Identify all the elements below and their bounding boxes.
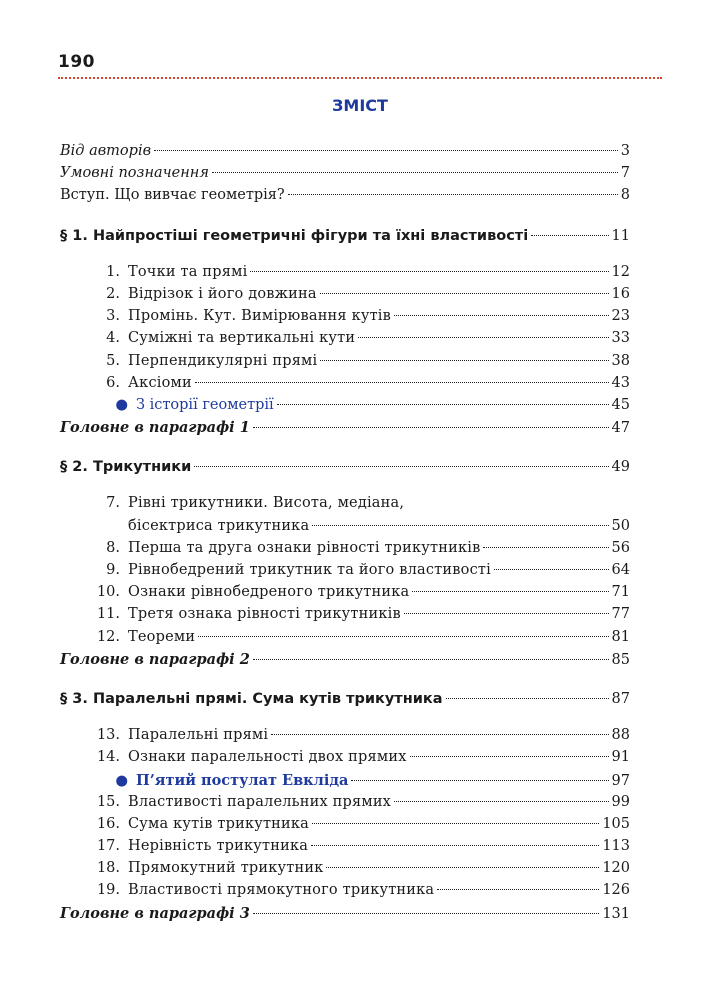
item-title: Відрізок і його довжина <box>128 285 317 302</box>
bullet-dot-icon: ● <box>115 396 128 413</box>
dot-leader <box>437 889 599 890</box>
item-number: 11. <box>96 606 120 623</box>
toc-item-11[interactable] <box>60 606 630 628</box>
dot-leader <box>531 235 608 236</box>
item-title: Перша та друга ознаки рівності трикутників <box>128 539 481 556</box>
toc-summary-3[interactable] <box>60 905 630 927</box>
item-number: 17. <box>96 838 120 855</box>
toc-extra-history[interactable] <box>60 397 630 419</box>
toc-section-3[interactable] <box>60 691 630 713</box>
item-page: 71 <box>611 584 630 601</box>
dot-leader <box>394 315 609 316</box>
toc-item-7-line-2[interactable] <box>60 518 630 540</box>
page-number: 190 <box>58 52 95 72</box>
item-page: 77 <box>611 606 630 623</box>
item-page: 91 <box>611 749 630 766</box>
item-title: Прямокутний трикутник <box>128 860 324 877</box>
item-title: Ознаки рівнобедреного трикутника <box>128 584 410 601</box>
item-number: 7. <box>106 495 120 512</box>
toc-entry-page: 8 <box>620 187 630 204</box>
item-page: 50 <box>611 517 630 534</box>
toc-item-9[interactable] <box>60 562 630 584</box>
summary-page: 47 <box>611 420 630 437</box>
item-number: 19. <box>96 882 120 899</box>
header-rule <box>58 77 662 79</box>
toc-entry-introduction[interactable] <box>60 187 630 209</box>
section-title: § 3. Паралельні прямі. Сума кутів трикутника <box>60 690 443 707</box>
item-page: 105 <box>602 815 630 832</box>
dot-leader <box>253 913 600 914</box>
item-page: 56 <box>611 539 630 556</box>
item-title: Суміжні та вертикальні кути <box>128 330 356 347</box>
item-page: 12 <box>611 263 630 280</box>
toc-item-14[interactable] <box>60 749 630 771</box>
dot-leader <box>351 780 608 781</box>
toc-section-2[interactable] <box>60 459 630 481</box>
dot-leader <box>212 172 618 173</box>
item-title: Точки та прямі <box>128 263 248 280</box>
dot-leader <box>483 547 608 548</box>
toc-item-13[interactable] <box>60 727 630 749</box>
toc-entry-conventions[interactable] <box>60 165 630 187</box>
dot-leader <box>326 867 599 868</box>
summary-page: 131 <box>602 905 630 922</box>
item-page: 126 <box>602 882 630 899</box>
item-page: 43 <box>611 374 630 391</box>
item-number: 4. <box>106 330 120 347</box>
toc-entry-title: Від авторів <box>60 143 152 159</box>
item-title: Нерівність трикутника <box>128 838 309 855</box>
item-page: 120 <box>602 860 630 877</box>
dot-leader <box>494 569 609 570</box>
item-title: Рівнобедрений трикутник та його властивості <box>128 562 491 578</box>
toc-entry-page: 3 <box>620 143 630 159</box>
item-title: Промінь. Кут. Вимірювання кутів <box>128 308 391 325</box>
item-number: 6. <box>106 374 120 391</box>
toc-summary-1[interactable] <box>60 419 630 441</box>
section-page: 11 <box>611 227 630 244</box>
item-number: 18. <box>96 860 120 877</box>
item-number: 16. <box>96 815 120 832</box>
section-title: § 1. Найпростіші геометричні фігури та їхні властивості <box>60 227 529 244</box>
dot-leader <box>194 466 608 467</box>
dot-leader <box>410 756 609 757</box>
item-page: 38 <box>611 352 630 369</box>
item-page: 99 <box>611 793 630 810</box>
dot-leader <box>311 845 599 846</box>
toc-item-1[interactable] <box>60 264 630 286</box>
item-page: 16 <box>611 285 630 302</box>
item-page: 88 <box>611 727 630 744</box>
item-page: 81 <box>611 628 630 645</box>
toc-item-16[interactable] <box>60 816 630 838</box>
item-number: 10. <box>96 584 120 601</box>
toc-item-19[interactable] <box>60 882 630 904</box>
toc-item-10[interactable] <box>60 584 630 606</box>
toc-item-18[interactable] <box>60 860 630 882</box>
item-title: Сума кутів трикутника <box>128 815 310 832</box>
dot-leader <box>253 659 609 660</box>
table-of-contents <box>60 143 630 927</box>
summary-title: Головне в параграфі 3 <box>60 904 250 922</box>
page-title: ЗМІСТ <box>332 96 388 115</box>
toc-item-7-line-1[interactable] <box>60 495 630 517</box>
dot-leader <box>312 823 599 824</box>
extra-page: 45 <box>611 396 630 413</box>
dot-leader <box>195 382 609 383</box>
dot-leader <box>312 525 608 526</box>
toc-entry-from-authors[interactable] <box>60 143 630 165</box>
dot-leader <box>253 427 609 428</box>
dot-leader <box>250 271 608 272</box>
dot-leader <box>320 293 609 294</box>
item-number: 3. <box>106 308 120 325</box>
section-title: § 2. Трикутники <box>60 459 192 476</box>
extra-title: П’ятий постулат Евкліда <box>136 771 349 789</box>
section-page: 87 <box>611 690 630 707</box>
toc-item-8[interactable] <box>60 540 630 562</box>
item-title: Аксіоми <box>128 374 192 391</box>
summary-title: Головне в параграфі 2 <box>60 650 250 668</box>
toc-entry-page: 7 <box>620 165 630 182</box>
item-title: Третя ознака рівності трикутників <box>128 606 401 623</box>
toc-summary-2[interactable] <box>60 651 630 673</box>
toc-item-3[interactable] <box>60 308 630 330</box>
dot-leader <box>198 636 608 637</box>
item-number: 1. <box>106 263 120 280</box>
summary-page: 85 <box>611 651 630 668</box>
dot-leader <box>288 194 618 195</box>
item-title: Паралельні прямі <box>128 727 269 744</box>
dot-leader <box>271 734 608 735</box>
item-page: 23 <box>611 308 630 325</box>
item-number: 5. <box>106 352 120 369</box>
dot-leader <box>394 801 608 802</box>
toc-item-5[interactable] <box>60 353 630 375</box>
dot-leader <box>446 698 609 699</box>
item-number: 13. <box>96 727 120 744</box>
item-title: Властивості прямокутного трикутника <box>128 882 435 899</box>
dot-leader <box>277 404 609 405</box>
extra-title: З історії геометрії <box>136 396 274 413</box>
item-title: Ознаки паралельності двох прямих <box>128 749 407 766</box>
item-page: 64 <box>611 562 630 578</box>
item-title: Перпендикулярні прямі <box>128 352 318 369</box>
item-number: 2. <box>106 285 120 302</box>
toc-item-15[interactable] <box>60 794 630 816</box>
summary-title: Головне в параграфі 1 <box>60 419 250 437</box>
dot-leader <box>154 150 618 151</box>
section-page: 49 <box>611 459 630 476</box>
dot-leader <box>358 337 608 338</box>
dot-leader <box>320 360 608 361</box>
dot-leader <box>412 591 608 592</box>
item-page: 33 <box>611 330 630 347</box>
item-title: Властивості паралельних прямих <box>128 793 392 810</box>
item-title: Рівні трикутники. Висота, медіана, <box>128 495 405 512</box>
item-number: 15. <box>96 793 120 810</box>
toc-extra-euclid[interactable] <box>60 772 630 794</box>
dot-leader <box>404 613 609 614</box>
extra-page: 97 <box>611 772 630 789</box>
item-page: 113 <box>602 838 630 855</box>
toc-section-1[interactable] <box>60 228 630 250</box>
item-title-cont: бісектриса трикутника <box>128 517 310 534</box>
item-number: 9. <box>106 562 120 578</box>
toc-entry-title: Умовні позначення <box>60 165 209 182</box>
bullet-dot-icon: ● <box>115 772 128 789</box>
item-number: 12. <box>96 628 120 645</box>
toc-entry-title: Вступ. Що вивчає геометрія? <box>60 187 285 204</box>
toc-item-6[interactable] <box>60 375 630 397</box>
toc-item-2[interactable] <box>60 286 630 308</box>
toc-item-12[interactable] <box>60 629 630 651</box>
toc-item-4[interactable] <box>60 330 630 352</box>
toc-item-17[interactable] <box>60 838 630 860</box>
item-title: Теореми <box>128 628 196 645</box>
item-number: 14. <box>96 749 120 766</box>
item-number: 8. <box>106 539 120 556</box>
